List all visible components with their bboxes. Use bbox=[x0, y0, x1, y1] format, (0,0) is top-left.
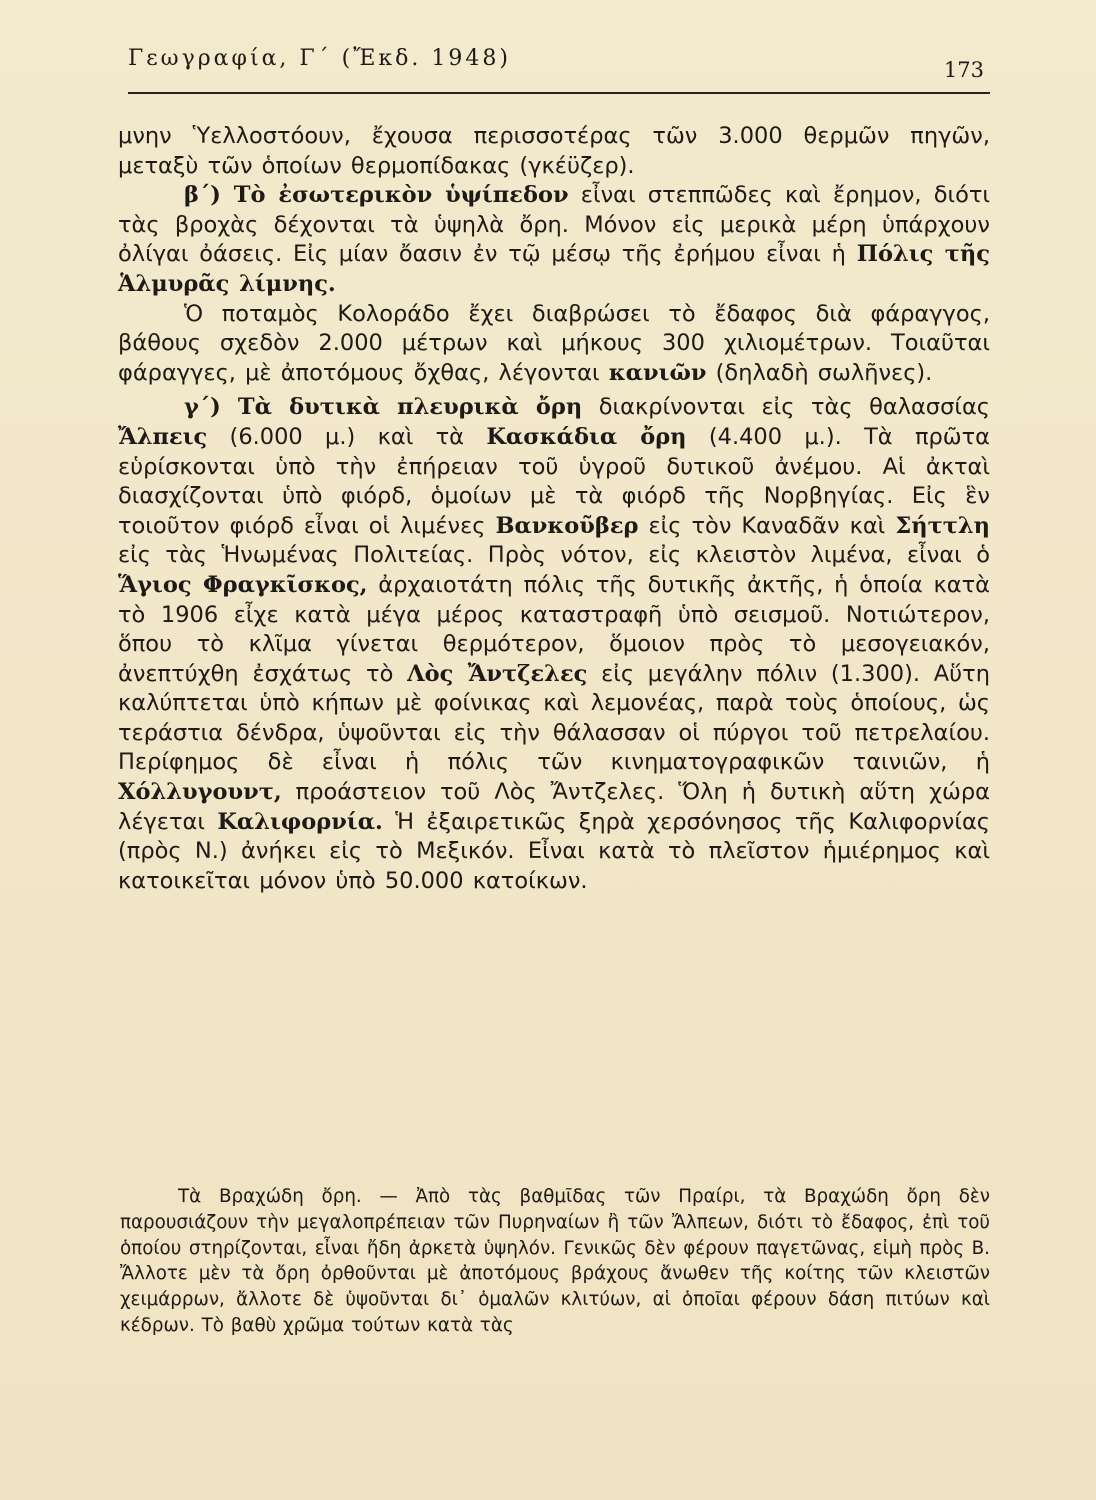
header-title: Γεωγραφία, Γ΄ (Ἔκδ. 1948) bbox=[128, 46, 511, 71]
text-run: εἰς μεγάλην πόλιν (1.300). Αὕτη καλύπτεται ὑπὸ κήπων μὲ φοίνικας καὶ λεμονέας, παρὰ τοὺς ὁποίους, ὡς τεράστια δένδρα, ὑψοῦνται εἰς τὴν θάλασσαν οἱ πύργοι τοῦ πετρελαίου. Περίφημος δὲ εἶναι ἡ πόλις τῶν κινηματογραφικῶν ταινιῶν, ἡ bbox=[118, 660, 990, 776]
emphasis-term: Ἅγιος Φραγκῖσκος, bbox=[118, 571, 368, 598]
emphasis-term: Κασκάδια ὄρη bbox=[486, 423, 687, 450]
text-run: (δηλαδὴ σωλῆνες). bbox=[706, 359, 933, 386]
emphasis-term: κανιῶν bbox=[608, 359, 707, 386]
emphasis-term: Ἄλπεις bbox=[118, 423, 208, 450]
text-run: Ἡ ἐξαιρετικῶς ξηρὰ χερσόνησος τῆς Καλιφορνίας (πρὸς Ν.) ἀνήκει εἰς τὸ Μεξικόν. Εἶναι κατὰ τὸ πλεῖστον ἡμιέρημος καὶ κατοικεῖται μόνον ὑπὸ 50.000 κατοίκων. bbox=[118, 808, 991, 894]
text-run: (6.000 μ.) καὶ τὰ bbox=[207, 423, 487, 450]
emphasis-term: β΄) Τὸ bbox=[184, 182, 279, 209]
main-text bbox=[118, 122, 990, 896]
footnote-text: Τὰ Βραχώδη ὄρη. — Ἀπὸ τὰς βαθμῖδας τῶν Πραίρι, τὰ Βραχώδη ὄρη δὲν παρουσιάζουν τὴν μεγαλοπρέπειαν τῶν Πυρηναίων ἢ τῶν Ἄλπεων, διότι τὸ ἔδαφος, ἐπὶ τοῦ ὁποίου στηρίζονται, εἶναι ἤδη ἀρκετὰ ὑψηλόν. Γενικῶς δὲν φέρουν παγετῶνας, εἰμὴ πρὸς Β. Ἄλλοτε μὲν τὰ ὄρη ὀρθοῦνται μὲ ἀποτόμους βράχους ἄνωθεν τῆς κοίτης τῶν κλειστῶν χειμάρρων, ἄλλοτε δὲ ὑψοῦνται δι᾿ ὁμαλῶν κλιτύων, αἱ ὁποῖαι φέρουν δάση πιτύων καὶ κέδρων. Τὸ βαθὺ χρῶμα τούτων κατὰ τὰς bbox=[120, 1186, 990, 1336]
text-run: μνην Ὑελλοστόουν, ἔχουσα περισσοτέρας τῶν 3.000 θερμῶν πηγῶν, μεταξὺ τῶν ὁποίων θερμοπίδακας (γκέϋζερ). bbox=[118, 123, 990, 179]
running-header bbox=[128, 44, 988, 84]
page-number: 173 bbox=[943, 58, 984, 82]
emphasis-term: γ΄) Τὰ bbox=[184, 394, 290, 421]
emphasis-term: Λὸς Ἄντζελες bbox=[407, 660, 588, 687]
emphasis-term: ἐσωτερικὸν ὑψίπεδον bbox=[278, 182, 569, 209]
footnote bbox=[120, 1184, 990, 1339]
text-run: εἶναι στεππῶδες καὶ ἔρημον, διότι τὰς βροχὰς δέχονται τὰ ὑψηλὰ ὄρη. Μόνον εἰς μερικὰ μέρη ὑπάρχουν ὀλίγαι ὀάσεις. Εἰς μίαν ὄασιν ἐν τῷ μέσῳ τῆς ἐρήμου εἶναι ἡ bbox=[118, 182, 990, 268]
emphasis-term: Χόλλυγουντ, bbox=[118, 779, 282, 806]
emphasis-term: Πόλις τῆς Ἁλμυρᾶς λίμνης. bbox=[118, 241, 990, 297]
paragraph-4 bbox=[118, 393, 990, 896]
emphasis-term: Βανκοῦβερ bbox=[495, 512, 639, 539]
text-run: (4.400 μ.). Τὰ πρῶτα εὑρίσκονται ὑπὸ τὴν ἐπήρειαν τοῦ ὑγροῦ δυτικοῦ ἀνέμου. Αἱ ἀκταὶ διασχίζονται ὑπὸ φιόρδ, ὁμοίων μὲ τὰ φιόρδ τῆς Νορβηγίας. Εἰς ἓν τοιοῦτον φιόρδ εἶναι οἱ λιμένες bbox=[118, 423, 991, 539]
emphasis-term: Σήττλη bbox=[895, 512, 990, 539]
paragraph-1 bbox=[118, 122, 990, 181]
text-run: εἰς τὰς Ἡνωμένας Πολιτείας. Πρὸς νότον, εἰς κλειστὸν λιμένα, εἶναι ὁ bbox=[118, 542, 990, 569]
emphasis-term: δυτικὰ πλευρικὰ ὄρη bbox=[289, 394, 583, 421]
text-run: εἰς τὸν Καναδᾶν καὶ bbox=[638, 512, 896, 539]
text-run: ἀρχαιοτάτη πόλις τῆς δυτικῆς ἀκτῆς, ἡ ὁποία κατὰ τὸ 1906 εἶχε κατὰ μέγα μέρος καταστραφῆ ὑπὸ σεισμοῦ. Νοτιώτερον, ὅπου τὸ κλῖμα γίνεται θερμότερον, ὅμοιον πρὸς τὸ μεσογειακόν, ἀνεπτύχθη ἐσχάτως τὸ bbox=[118, 571, 990, 687]
paragraph-3 bbox=[118, 300, 990, 389]
emphasis-term: Καλιφορνία. bbox=[217, 808, 383, 835]
text-run: διακρίνονται εἰς τὰς θαλασσίας bbox=[582, 394, 990, 421]
paragraph-2 bbox=[118, 181, 990, 299]
text-run: προάστειον τοῦ Λὸς Ἄντζελες. Ὅλη ἡ δυτικὴ αὕτη χώρα λέγεται bbox=[118, 779, 990, 835]
header-rule bbox=[128, 92, 990, 94]
text-run: Ὁ ποταμὸς Κολοράδο ἔχει διαβρώσει τὸ ἔδαφος διὰ φάραγγος, βάθους σχεδὸν 2.000 μέτρων καὶ μήκους 300 χιλιομέτρων. Τοιαῦται φάραγγες, μὲ ἀποτόμους ὄχθας, λέγονται bbox=[118, 300, 990, 386]
